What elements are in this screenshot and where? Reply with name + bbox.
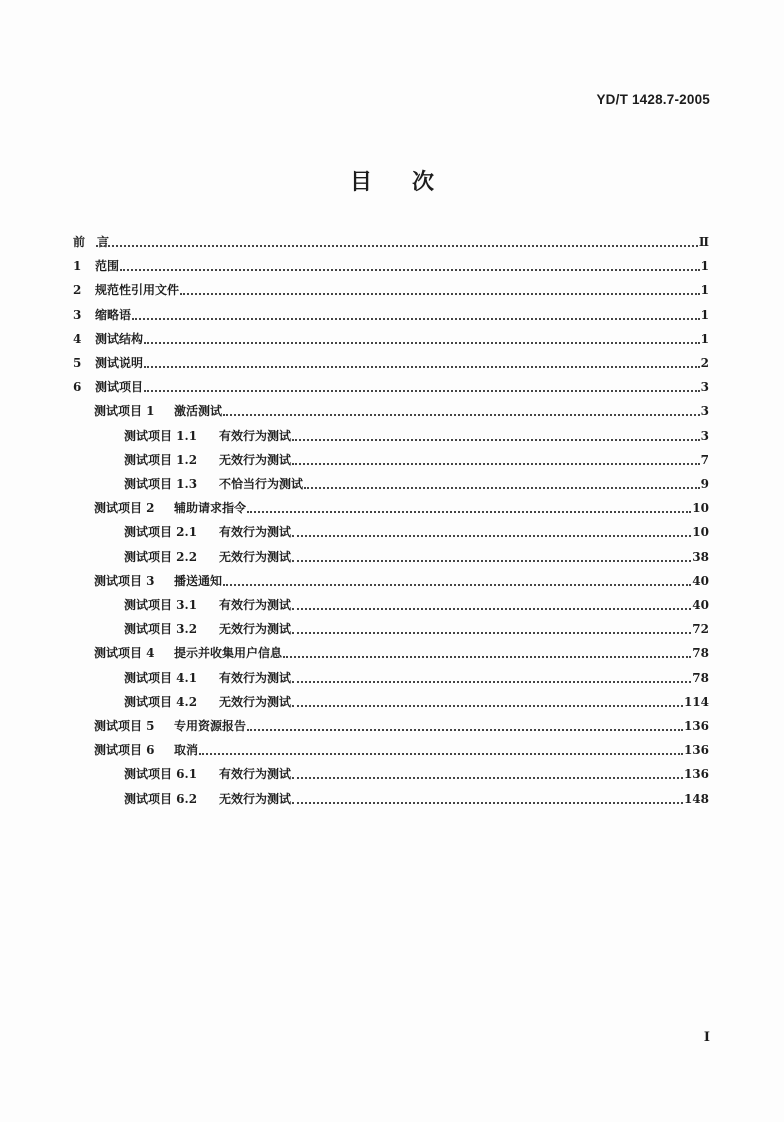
toc-entry-page: 3 (700, 380, 709, 395)
toc-entry-title: 播送通知 (174, 573, 223, 588)
toc-entry-page: 1 (700, 307, 709, 322)
toc-entry-page: 3 (700, 404, 709, 419)
toc-entry-page: 7 (700, 452, 709, 467)
toc-entry-number: 测试项目 2.2 (124, 549, 198, 564)
toc-entry-page: 10 (692, 525, 709, 540)
toc-entry-page: 72 (692, 622, 709, 637)
toc-entry-number: 测试项目 2 (94, 501, 155, 516)
toc-dot-leader (292, 705, 683, 707)
toc-entry-number: 测试项目 6.2 (124, 791, 198, 806)
toc-dot-leader (292, 681, 691, 683)
toc-entry[interactable] (124, 595, 709, 613)
toc-entry-number: 测试项目 3 (94, 573, 155, 588)
toc-entry[interactable] (124, 426, 709, 444)
toc-entry-label (124, 452, 291, 468)
toc-dot-leader (292, 608, 691, 610)
toc-entry-page: 136 (683, 719, 709, 733)
toc-dot-leader (292, 439, 700, 441)
toc-dot-leader (223, 414, 700, 416)
toc-entry[interactable] (73, 256, 709, 274)
toc-entry-number: 测试项目 1.1 (124, 428, 198, 443)
toc-entry[interactable] (124, 522, 709, 540)
toc-entry-label (124, 428, 291, 444)
page-title-char-2: 次 (412, 169, 435, 195)
toc-entry-number: 前 言 (73, 235, 110, 249)
toc-dot-leader (292, 632, 691, 634)
toc-entry[interactable] (73, 377, 709, 395)
toc-entry-label (124, 621, 291, 637)
toc-entry-title: 有效行为测试 (219, 670, 292, 685)
toc-entry[interactable] (124, 474, 709, 492)
toc-dot-leader (247, 729, 683, 731)
toc-entry-number: 测试项目 5 (94, 719, 155, 733)
toc-entry-title: 无效行为测试 (219, 694, 292, 709)
toc-entry-page: 3 (700, 428, 709, 443)
toc-entry-title: 测试结构 (95, 331, 144, 346)
toc-entry-title: 激活测试 (174, 404, 223, 419)
toc-entry-page: 114 (683, 694, 709, 709)
toc-entry-label (73, 331, 143, 347)
toc-entry[interactable] (94, 740, 709, 758)
toc-entry-number: 6 (73, 380, 82, 395)
toc-entry-label (73, 307, 131, 323)
toc-entry-label (73, 379, 143, 395)
toc-entry-page: 40 (692, 573, 709, 588)
toc-entry-label (94, 718, 246, 734)
toc-entry-page: 148 (683, 791, 709, 806)
toc-entry-label (94, 573, 222, 589)
toc-entry-page: 78 (692, 670, 709, 685)
toc-entry-number: 测试项目 6 (94, 743, 155, 758)
page-title (0, 165, 784, 196)
toc-dot-leader (304, 487, 700, 489)
toc-entry-label (124, 524, 291, 540)
toc-entry-label (73, 258, 119, 274)
toc-entry[interactable] (124, 547, 709, 565)
toc-entry-title: 规范性引用文件 (95, 283, 180, 298)
toc-dot-leader (247, 511, 691, 513)
toc-entry-number: 测试项目 1.2 (124, 452, 198, 467)
toc-entry-title: 范围 (95, 259, 120, 274)
toc-entry-title: 有效行为测试 (219, 767, 292, 782)
toc-entry-title: 无效行为测试 (219, 622, 292, 637)
toc-entry-title: 无效行为测试 (219, 452, 292, 467)
toc-entry[interactable] (124, 668, 709, 686)
toc-dot-leader (144, 390, 700, 392)
toc-entry-number: 测试项目 3.2 (124, 622, 198, 637)
toc-entry-page: 78 (692, 646, 709, 661)
toc-entry-title: 辅助请求指令 (174, 501, 247, 516)
toc-entry-label (94, 403, 222, 419)
toc-entry[interactable] (73, 232, 709, 250)
toc-entry-page: 38 (692, 549, 709, 564)
toc-entry[interactable] (94, 571, 709, 589)
toc-entry-number: 5 (73, 356, 82, 370)
toc-entry-page: 1 (700, 283, 709, 298)
toc-entry-page: 40 (692, 598, 709, 612)
page-number: I (703, 1030, 710, 1045)
toc-entry-page: 10 (692, 501, 709, 516)
toc-dot-leader (292, 560, 691, 562)
toc-entry-page: 1 (700, 259, 709, 274)
toc-dot-leader (283, 656, 691, 658)
toc-entry-label (124, 791, 291, 807)
toc-dot-leader (292, 463, 700, 465)
toc-entry-number: 1 (73, 259, 82, 274)
toc-entry[interactable] (73, 280, 709, 298)
toc-entry-title: 测试说明 (95, 356, 144, 370)
standard-code: YD/T 1428.7-2005 (596, 92, 710, 107)
toc-entry-label (73, 355, 143, 371)
toc-entry-page: 9 (700, 477, 709, 491)
toc-entry-title: 有效行为测试 (219, 598, 292, 612)
toc-entry-label (124, 549, 291, 565)
toc-entry-label (73, 282, 179, 298)
toc-entry[interactable] (94, 716, 709, 734)
toc-dot-leader (96, 245, 698, 247)
toc-entry-number: 测试项目 4 (94, 646, 155, 661)
toc-entry-title: 不恰当行为测试 (219, 477, 304, 491)
toc-entry-label (124, 694, 291, 710)
toc-entry-number: 4 (73, 331, 82, 346)
toc-entry-page: 2 (700, 356, 709, 370)
toc-entry-number: 3 (73, 307, 82, 322)
toc-entry-label (94, 500, 246, 516)
toc-entry[interactable] (94, 401, 709, 419)
toc-entry[interactable] (124, 619, 709, 637)
toc-entry-label (124, 670, 291, 686)
toc-entry-title: 有效行为测试 (219, 525, 292, 540)
toc-entry-page: 136 (683, 767, 709, 782)
toc-dot-leader (199, 753, 683, 755)
toc-entry-label (94, 742, 198, 758)
toc-entry[interactable] (73, 305, 709, 323)
toc-entry-label (94, 645, 282, 661)
toc-entry-label (124, 476, 303, 492)
toc-entry-number: 2 (73, 283, 82, 298)
toc-entry[interactable] (124, 764, 709, 782)
toc-entry[interactable] (124, 692, 709, 710)
toc-entry-number: 测试项目 1.3 (124, 477, 198, 491)
toc-entry[interactable] (94, 643, 709, 661)
toc-entry-title: 测试项目 (95, 380, 144, 395)
toc-entry-title: 有效行为测试 (219, 428, 292, 443)
toc-entry-title: 专用资源报告 (174, 719, 247, 733)
toc-entry-title: 无效行为测试 (219, 549, 292, 564)
toc-dot-leader (292, 802, 683, 804)
toc-entry-number: 测试项目 1 (94, 404, 155, 419)
toc-entry[interactable] (124, 789, 709, 807)
toc-entry-number: 测试项目 6.1 (124, 767, 198, 782)
toc-dot-leader (223, 584, 691, 586)
toc-entry[interactable] (73, 329, 709, 347)
toc-entry-label (124, 597, 291, 613)
toc-dot-leader (120, 269, 700, 271)
toc-entry-page: 136 (683, 743, 709, 758)
toc-dot-leader (144, 366, 700, 368)
toc-entry-number: 测试项目 3.1 (124, 598, 198, 612)
toc-entry-page: Ⅱ (698, 235, 709, 249)
toc-dot-leader (292, 777, 683, 779)
toc-entry-title: 无效行为测试 (219, 791, 292, 806)
page-title-char-1: 目 (349, 169, 372, 195)
toc-entry-page: 1 (700, 331, 709, 346)
toc-dot-leader (180, 293, 700, 295)
toc-entry-number: 测试项目 2.1 (124, 525, 198, 540)
toc-entry-label (124, 766, 291, 782)
toc-entry-title: 取消 (174, 743, 199, 758)
toc-entry[interactable] (94, 498, 709, 516)
toc-entry-title: 提示并收集用户信息 (174, 646, 283, 661)
toc-entry[interactable] (124, 450, 709, 468)
toc-entry-title: 缩略语 (95, 307, 132, 322)
toc-dot-leader (144, 342, 700, 344)
toc-dot-leader (132, 318, 700, 320)
toc-entry-label (73, 234, 110, 250)
toc-dot-leader (292, 535, 691, 537)
toc-entry[interactable] (73, 353, 709, 371)
toc-entry-number: 测试项目 4.2 (124, 694, 198, 709)
toc-entry-number: 测试项目 4.1 (124, 670, 198, 685)
